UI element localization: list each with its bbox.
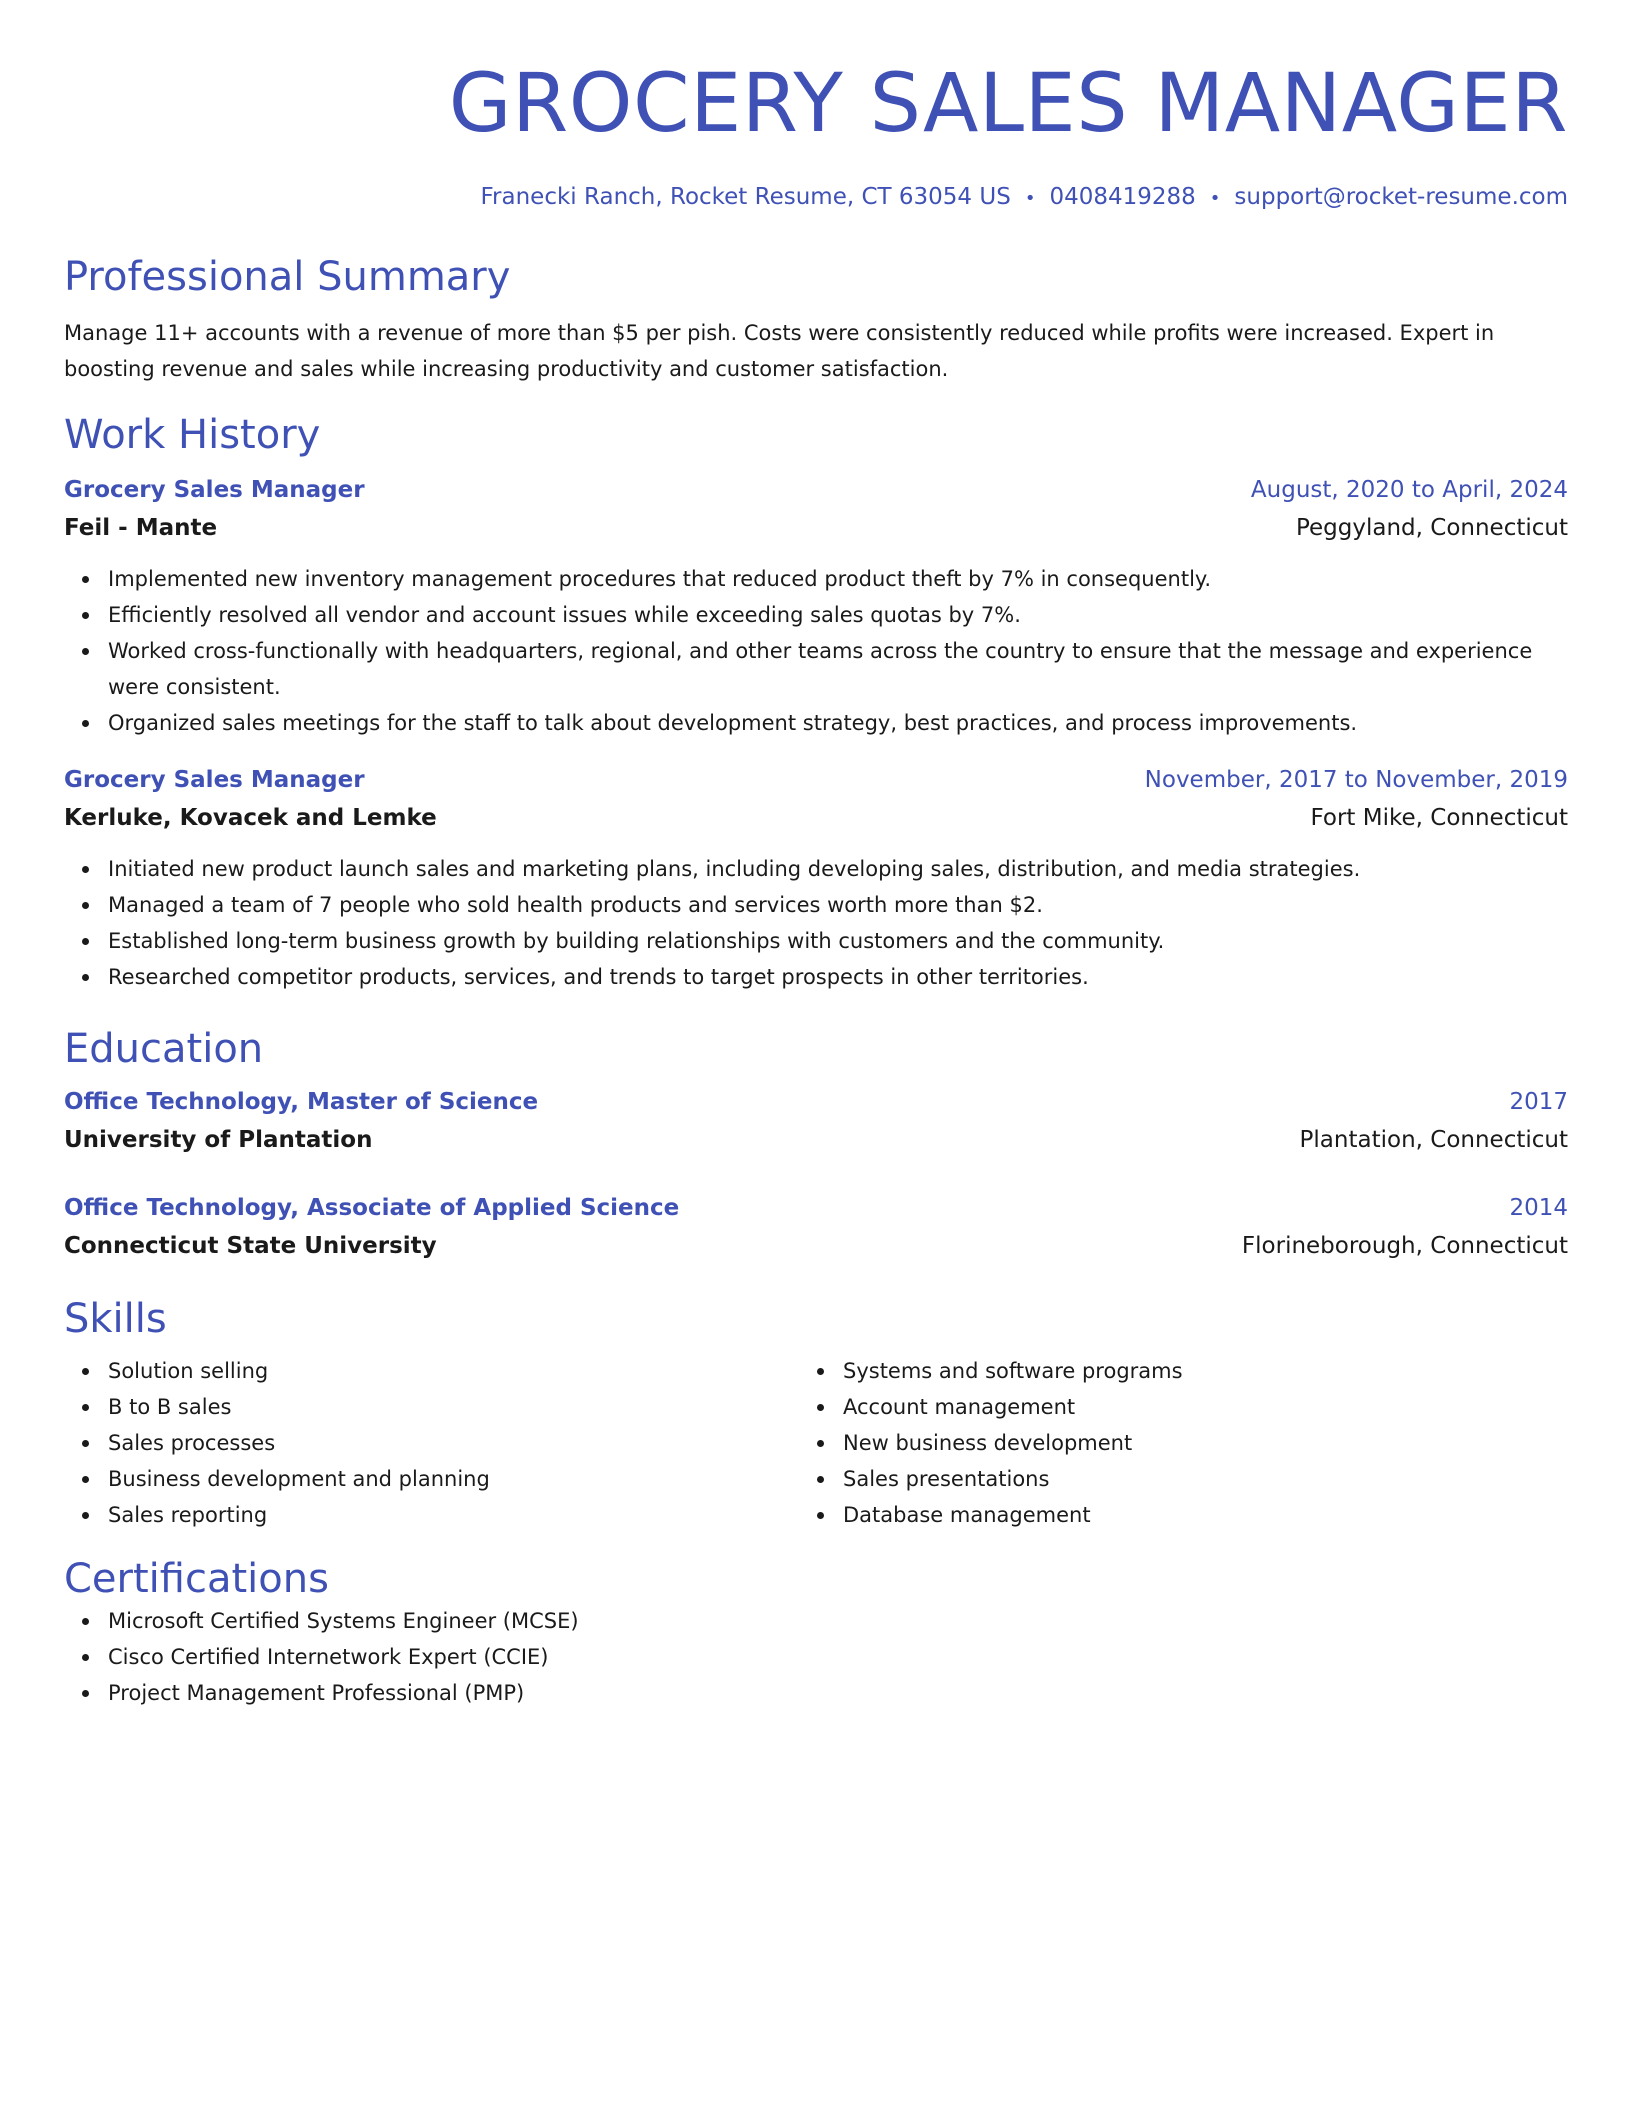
contact-separator: • [1024,188,1036,209]
job-dates: August, 2020 to April, 2024 [1250,477,1568,503]
job-header-row [64,471,1568,509]
job-bullet-list [64,851,1568,995]
education-school-row [64,1121,1568,1159]
certification-item: Project Management Professional (PMP) [108,1675,1568,1711]
contact-line [64,181,1568,215]
skill-item: Solution selling [108,1353,799,1389]
skill-item: Database management [843,1497,1534,1533]
job-org-row [64,799,1568,837]
job-bullet-list [64,561,1588,741]
education-header-row [64,1083,1568,1121]
skills-list [799,1353,1534,1533]
certifications-heading: Certifications [64,1556,329,1602]
skill-item: Systems and software programs [843,1353,1534,1389]
job-location: Peggyland, Connecticut [1295,515,1568,541]
education-entry [64,1189,1568,1265]
certifications-list [64,1603,1568,1711]
contact-email: support@rocket-resume.com [1234,184,1568,210]
education-school: University of Plantation [64,1127,373,1153]
job-bullet: Efficiently resolved all vendor and account issues while exceeding sales quotas by 7%. [108,597,1588,633]
job-bullet: Implemented new inventory management procedures that reduced product theft by 7% in consequently. [108,561,1588,597]
skill-item: B to B sales [108,1389,799,1425]
skills-heading: Skills [64,1296,167,1342]
education-degree: Office Technology, Master of Science [64,1089,539,1115]
job-bullet: Managed a team of 7 people who sold health products and services worth more than $2. [108,887,1568,923]
skills-column-left [64,1353,799,1533]
skill-item: New business development [843,1425,1534,1461]
skill-item: Account management [843,1389,1534,1425]
job-location: Fort Mike, Connecticut [1310,805,1568,831]
education-heading: Education [64,1026,264,1072]
work-history-heading: Work History [64,412,321,458]
education-school-row [64,1227,1568,1265]
skill-item: Sales reporting [108,1497,799,1533]
skill-item: Sales processes [108,1425,799,1461]
certification-item: Microsoft Certified Systems Engineer (MCSE) [108,1603,1568,1639]
job-entry [64,761,1568,995]
summary-heading: Professional Summary [64,254,511,300]
skills-column-right [799,1353,1534,1533]
job-company: Feil - Mante [64,515,218,541]
job-bullet: Established long-term business growth by building relationships with customers and the community. [108,923,1568,959]
education-location: Florineborough, Connecticut [1241,1233,1568,1259]
certification-item: Cisco Certified Internetwork Expert (CCIE) [108,1639,1568,1675]
job-header-row [64,761,1568,799]
contact-phone: 0408419288 [1049,184,1196,210]
job-bullet: Researched competitor products, services, and trends to target prospects in other territories. [108,959,1568,995]
contact-address: Franecki Ranch, Rocket Resume, CT 63054 US [480,184,1011,210]
education-year: 2017 [1509,1089,1568,1115]
job-role: Grocery Sales Manager [64,477,365,503]
job-bullet: Initiated new product launch sales and marketing plans, including developing sales, distribution, and media strategies. [108,851,1568,887]
resume-title: GROCERY SALES MANAGER [448,57,1568,151]
education-location: Plantation, Connecticut [1299,1127,1568,1153]
job-org-row [64,509,1568,547]
job-role: Grocery Sales Manager [64,767,365,793]
summary-text: Manage 11+ accounts with a revenue of more than $5 per pish. Costs were consistently reduced while profits were increased. Expert in boosting revenue and sales while increasing productivity and customer satisfaction. [64,321,1495,381]
education-header-row [64,1189,1568,1227]
job-entry [64,471,1568,741]
job-dates: November, 2017 to November, 2019 [1144,767,1568,793]
skill-item: Business development and planning [108,1461,799,1497]
education-entry [64,1083,1568,1159]
job-bullet: Organized sales meetings for the staff to talk about development strategy, best practices, and process improvements. [108,705,1588,741]
education-school: Connecticut State University [64,1233,437,1259]
education-degree: Office Technology, Associate of Applied Science [64,1195,680,1221]
skills-columns [64,1353,1568,1533]
contact-separator: • [1209,188,1221,209]
job-bullet: Worked cross-functionally with headquarters, regional, and other teams across the country to ensure that the message and experience were consistent. [108,633,1588,705]
education-year: 2014 [1509,1195,1568,1221]
job-company: Kerluke, Kovacek and Lemke [64,805,437,831]
skills-list [64,1353,799,1533]
skill-item: Sales presentations [843,1461,1534,1497]
